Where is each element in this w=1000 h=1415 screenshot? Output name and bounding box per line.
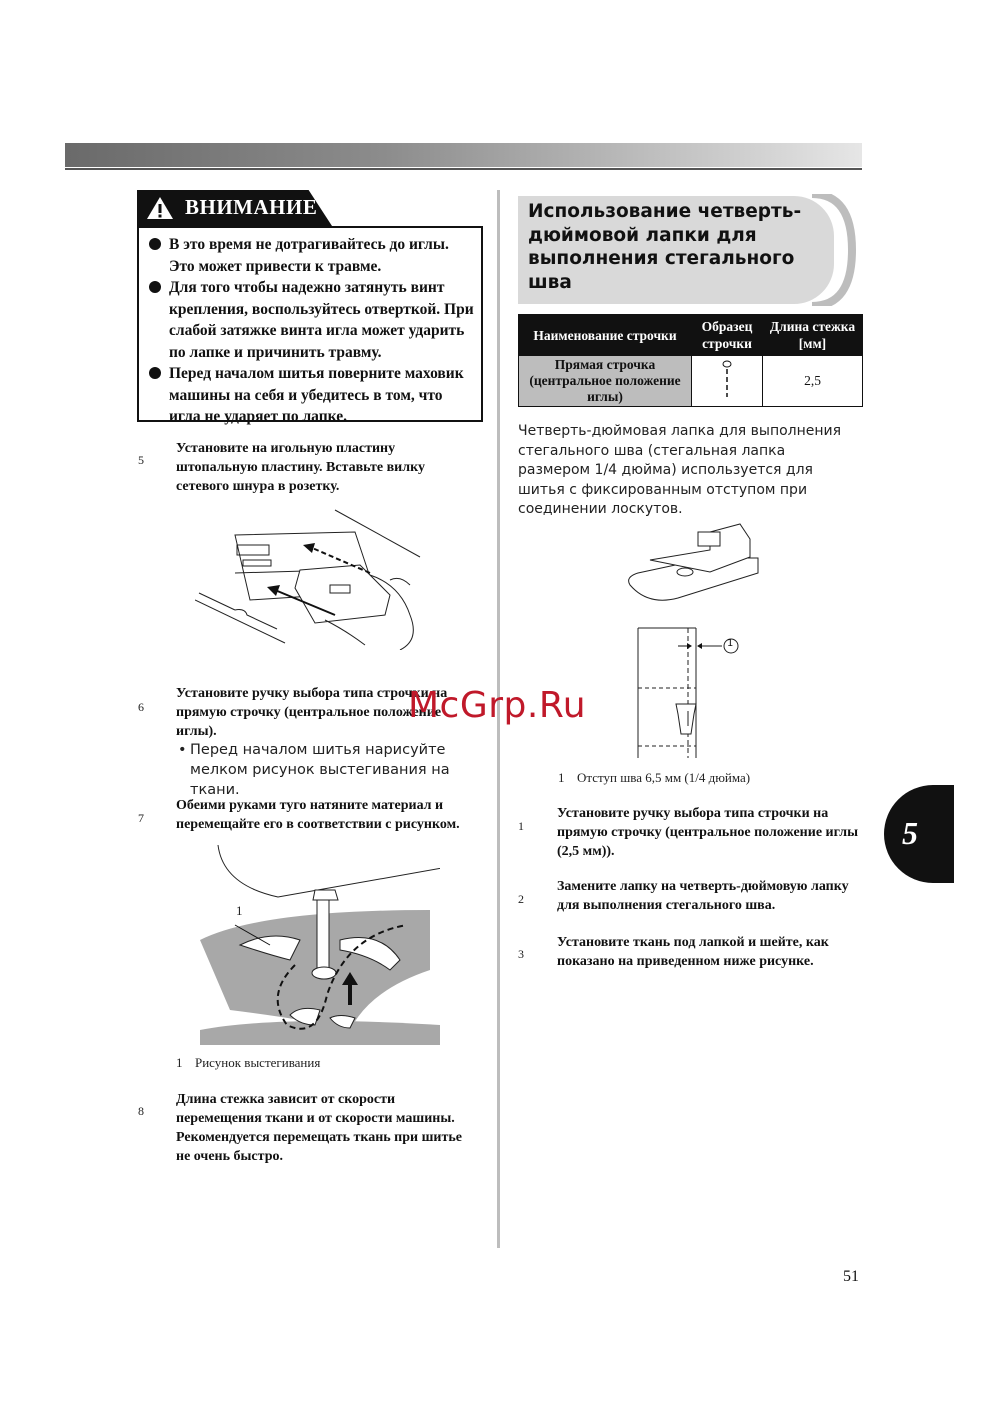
table-header-row bbox=[519, 315, 863, 356]
step-number: 2 bbox=[518, 892, 524, 906]
stitch-pattern bbox=[692, 356, 763, 407]
warning-icon bbox=[146, 196, 174, 220]
table-header: Наименование строчки bbox=[519, 315, 692, 356]
step-number: 7 bbox=[138, 811, 144, 825]
figure-callout: 1 bbox=[236, 903, 243, 918]
step-text: Замените лапку на четверть-дюймовую лапку для выполнения стегального шва. bbox=[557, 879, 849, 913]
stitch-length: 2,5 bbox=[763, 356, 863, 407]
warning-list bbox=[145, 234, 475, 428]
watermark: McGrp.Ru bbox=[408, 685, 587, 726]
step-number: 3 bbox=[518, 947, 524, 961]
section-title: Использование четверть-дюймовой лапки для выполнения стегального шва bbox=[528, 201, 802, 293]
header-bar bbox=[65, 143, 862, 167]
bullet-icon bbox=[149, 367, 161, 379]
page-number: 51 bbox=[843, 1268, 859, 1285]
table-row bbox=[519, 356, 863, 407]
step-text: Установите ручку выбора типа строчки на прямую строчку (центральное положение иглы). bbox=[176, 686, 448, 739]
step-text: Установите на игольную пластину штопальную пластину. Вставьте вилку сетевого шнура в розетку. bbox=[176, 441, 425, 494]
stitch-table bbox=[518, 314, 863, 407]
step-number: 5 bbox=[138, 453, 144, 467]
header-rule bbox=[65, 168, 862, 170]
caption-number: 1 bbox=[558, 770, 565, 785]
bullet-icon bbox=[149, 281, 161, 293]
darning-plate-figure bbox=[195, 505, 435, 650]
warning-title: ВНИМАНИЕ bbox=[185, 195, 318, 219]
quilting-figure bbox=[200, 840, 440, 1045]
chapter-tab bbox=[884, 785, 954, 883]
stitch-name: Прямая строчка (центральное положение иглы) bbox=[519, 356, 692, 407]
straight-stitch-icon bbox=[721, 359, 733, 399]
presser-foot-figure bbox=[620, 520, 765, 610]
step-number: 6 bbox=[138, 700, 144, 714]
step-text: Длина стежка зависит от скорости перемещения ткани и от скорости машины. Рекомендуется перемещать ткань при шитье не очень быстро. bbox=[176, 1092, 462, 1164]
figure-callout: 1 bbox=[727, 638, 734, 649]
table-header: Длина стежка [мм] bbox=[763, 315, 863, 356]
table-header: Образец строчки bbox=[692, 315, 763, 356]
step-text: Установите ткань под лапкой и шейте, как показано на приведенном ниже рисунке. bbox=[557, 935, 829, 969]
figure-caption: Рисунок выстегивания bbox=[195, 1055, 321, 1070]
bullet-icon bbox=[149, 238, 161, 250]
step-number: 8 bbox=[138, 1104, 144, 1118]
intro-paragraph: Четверть-дюймовая лапка для выполнения стегального шва (стегальная лапка размером 1/4 дюйма) используется для шитья с фиксированным отступом при соединении лоскутов. bbox=[518, 423, 842, 517]
step-number: 1 bbox=[518, 819, 524, 833]
figure-caption: Отступ шва 6,5 мм (1/4 дюйма) bbox=[577, 770, 751, 785]
note-bullet: • bbox=[178, 742, 187, 758]
chapter-number: 5 bbox=[902, 815, 918, 851]
warning-item: Для того чтобы надежно затянуть винт крепления, воспользуйтесь отверткой. При слабой затяжке винта игла может ударить по лапке и причинить травму. bbox=[145, 277, 475, 363]
warning-item: В это время не дотрагивайтесь до иглы. Это может привести к травме. bbox=[145, 234, 475, 277]
step-text: Обеими руками туго натяните материал и перемещайте его в соответствии с рисунком. bbox=[176, 798, 460, 832]
warning-item: Перед началом шитья поверните маховик машины на себя и убедитесь в том, что игла не ударяет по лапке. bbox=[145, 363, 475, 428]
step-note: Перед началом шитья нарисуйте мелком рисунок выстегивания на ткани. bbox=[190, 742, 450, 798]
step-text: Установите ручку выбора типа строчки на прямую строчку (центральное положение иглы (2,5 мм)). bbox=[557, 806, 859, 859]
caption-number: 1 bbox=[176, 1055, 183, 1070]
